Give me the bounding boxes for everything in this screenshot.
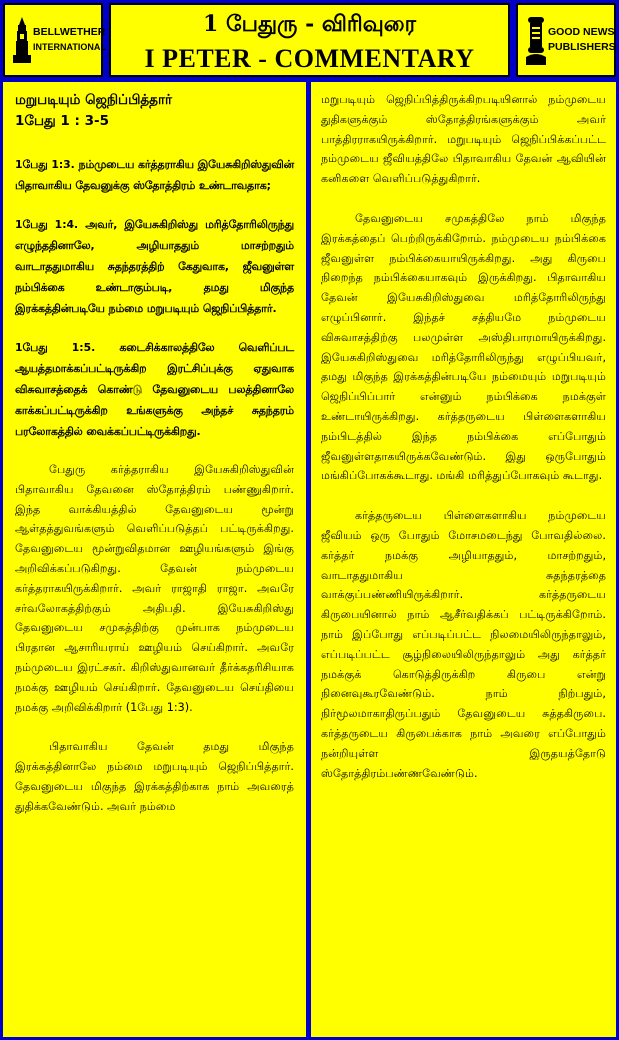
title-english: I PETER - COMMENTARY <box>144 44 475 73</box>
right-column <box>311 82 616 1037</box>
commentary-paragraph: கர்த்தருடைய பிள்ளைகளாகிய நம்முடைய ஜீவியம் ஒரு போதும் மோசமடைந்து போவதில்லை. கர்த்தர் நமக்கு அழியாததும், மாசற்றதும், வாடாததுமாகிய சுதந்தரத்தை வாக்குப்பண்ணியிருக்கிறார். கர்த்தருடைய கிருபையினால் நாம் ஆசீர்வதிக்கப் பட்டிருக்கிறோம். நாம் இப்போது எப்படிப்பட்ட நிலமையிலிருந்தாலும், எப்படிப்பட்ட சூழ்நிலையிலிருந்தாலும் அது கர்த்தர் நமக்குக் கொடுத்திருக்கிற கிருபை என்று நினைவுகூரவேண்டும். நாம் நிற்பதும், நிர்மூலமாகாதிருப்பதும் தேவனுடைய சுத்தகிருபை. கர்த்தருடைய கிருபைக்காக நாம் அவரை எப்போதும் நன்றியுள்ள இருதயத்தோடு ஸ்தோத்திரம்பண்ணவேண்டும். <box>321 509 606 780</box>
verse-1-5: 1பேது 1:5. கடைசிக்காலத்திலே வெளிப்பட ஆயத்தமாக்கப்பட்டிருக்கிற இரட்சிப்புக்கு ஏதுவாக விசுவாசத்தைக் கொண்டு தேவனுடைய பலத்தினாலே காக்கப்பட்டிருக்கிற உங்களுக்கு அந்தச் சுதந்தரம் பரலோகத்தில் வைக்கப்பட்டிருக்கிறது. <box>15 341 294 438</box>
left-logo-line2: INTERNATIONAL <box>33 42 106 52</box>
header <box>3 3 616 77</box>
right-logo-line1: GOOD NEWS <box>548 26 615 38</box>
title-tamil: 1 பேதுரு - விரிவுரை <box>203 11 416 37</box>
commentary-paragraph: பேதுரு கர்த்தராகிய இயேசுகிறிஸ்துவின் பிதாவாகிய தேவனை ஸ்தோத்திரம் பண்ணுகிறார். இந்த வாக்கியத்தில் தேவனுடைய மூன்று ஆள்தத்துவங்களும் வெளிப்படுத்தப் பட்டிருக்கிறது. தேவனுடைய மூன்றுவிதமான ஊழியங்களும் இங்கு அறிவிக்கப்படுகிறது. தேவன் நம்முடைய கர்த்தராகயிருக்கிறார். அவர் ராஜாதி ராஜா. அவரே சர்வலோகத்திற்கும் அதிபதி. இயேசுகிறிஸ்து தேவனுடைய சமுகத்திற்கு முன்பாக நம்முடைய பிரதான ஆசாரியராய் ஊழியம் செய்கிறார். அவரே நம்முடைய இரட்சகர். கிறிஸ்துவானவர் தீர்க்கதரிசியாக நமக்கு ஊழியம் செய்கிறார். தேவனுடைய செய்தியை நமக்கு அறிவிக்கிறார் (1பேது 1:3). <box>15 463 294 714</box>
good-news-logo <box>516 3 616 77</box>
scroll-hand-icon <box>524 17 548 65</box>
left-column <box>3 82 306 1037</box>
bellwether-logo <box>3 3 106 77</box>
commentary-paragraph: தேவனுடைய சமுகத்திலே நாம் மிகுந்த இரக்கத்தைப் பெற்றிருக்கிறோம். நம்முடைய நம்பிக்கை ஜீவனுள்ள நம்பிக்கையாயிருக்கிறது. அது கிருபை நிறைந்த நம்பிக்கையாகவும் இருக்கிறது. பிதாவாகிய தேவன் இயேசுகிறிஸ்துவை மரித்தோரிலிருந்து எழுப்பினார். இந்தச் சத்தியமே நம்முடைய விசுவாசத்திற்கு பலமுள்ள அஸ்திபாரமாயிருக்கிறது. இயேசுகிறிஸ்துவை மரித்தோரிலிருந்து எழுப்பியவர், தமது மிகுந்த இரக்கத்தின்படியே நம்மையும் மறுபடியும் ஜெநிப்பிப்பார் என்னும் நம்பிக்கை நமக்குள் உண்டாயிருக்கிறது. கர்த்தருடைய பிள்ளைகளாகிய நம்பிடத்தில் இந்த நம்பிக்கை எப்போதும் ஜீவனுள்ளதாகயிருக்கவேண்டும். இது ஒருபோதும் மங்கிப்போகக்கூடாது. மங்கி மரித்துப்போகவும் கூடாது. <box>321 211 606 483</box>
verse-1-3: 1பேது 1:3. நம்முடைய கர்த்தராகிய இயேசுகிறிஸ்துவின் பிதாவாகிய தேவனுக்கு ஸ்தோத்திரம் உண்டாவதாக; <box>15 158 294 192</box>
section-heading <box>15 90 294 132</box>
commentary-paragraph: மறுபடியும் ஜெநிப்பித்திருக்கிறபடியினால் நம்முடைய துதிகளுக்கும் ஸ்தோத்திரங்களுக்கும் அவர் பாத்திரராகயிருக்கிறார். மறுபடியும் ஜெநிப்பிக்கப்பட்ட நம்முடைய ஜீவியத்திலே பிதாவாகிய தேவன் ஆவியின் கனிகளை வெளிப்படுத்துகிறார். <box>321 93 606 186</box>
right-logo-line2: PUBLISHERS <box>548 41 616 53</box>
verse-1-4: 1பேது 1:4. அவர், இயேசுகிறிஸ்து மரித்தோரிலிருந்து எழுந்ததினாலே, அழியாததும் மாசற்றதும் வாடாததுமாகிய சுதந்தரத்திற் கேதுவாக, ஜீவனுள்ள நம்பிக்கை உண்டாகும்படி, தமது மிகுந்த இரக்கத்தின்படியே நம்மை மறுபடியும் ஜெநிப்பித்தார். <box>15 218 294 315</box>
heading-line1: மறுபடியும் ஜெநிப்பித்தார் <box>15 92 173 108</box>
heading-line2: 1பேது 1 : 3-5 <box>15 113 110 129</box>
commentary-paragraph: பிதாவாகிய தேவன் தமது மிகுந்த இரக்கத்தினாலே நம்மை மறுபடியும் ஜெநிப்பித்தார். தேவனுடைய மிகுந்த இரக்கத்திற்காக நாம் அவரைத் துதிக்கவேண்டும். அவர் நம்மை <box>15 740 294 813</box>
bell-tower-icon <box>11 17 33 63</box>
title-box <box>109 3 510 77</box>
left-logo-line1: BELLWETHER <box>33 26 106 38</box>
